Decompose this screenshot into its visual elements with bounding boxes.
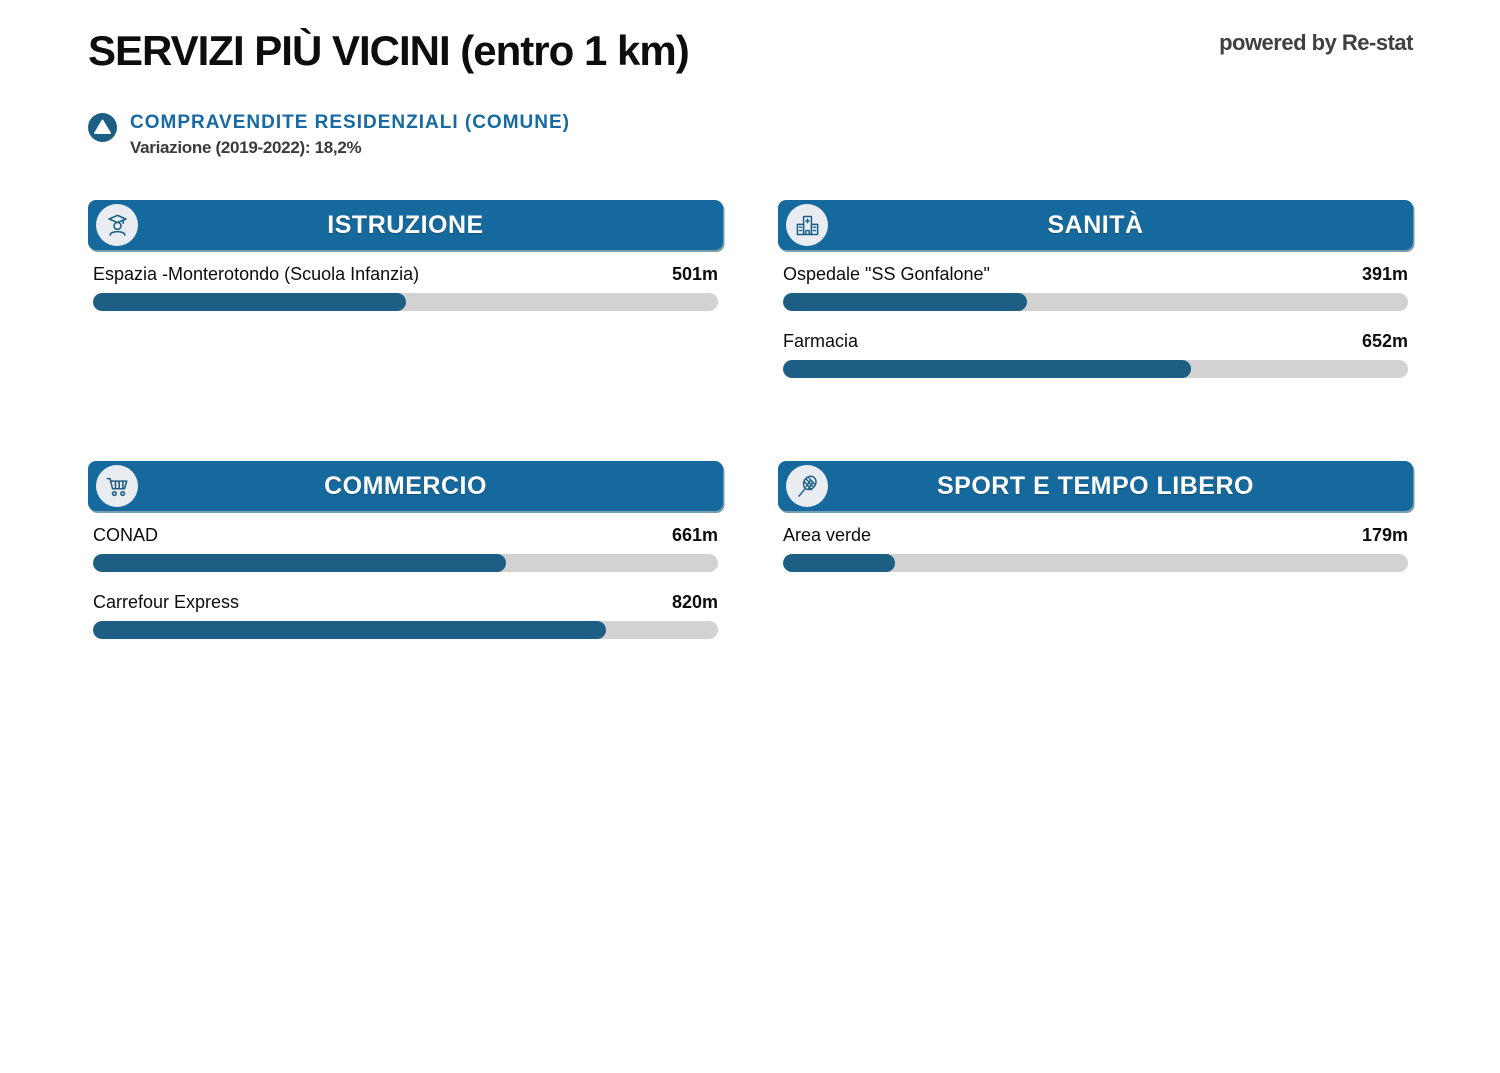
panel-commercio-body	[88, 525, 723, 639]
distance-bar	[783, 293, 1408, 311]
panel-sanita-title: SANITÀ	[1047, 210, 1144, 239]
panel-commercio	[88, 461, 723, 639]
service-distance: 501m	[671, 264, 718, 284]
distance-bar-fill	[93, 554, 506, 572]
distance-bar	[93, 293, 718, 311]
summary-text-block	[130, 111, 570, 158]
graduate-icon	[96, 204, 138, 246]
distance-bar-fill	[783, 554, 895, 572]
service-label: Area verde	[783, 525, 872, 545]
panel-sport-title: SPORT E TEMPO LIBERO	[937, 471, 1254, 500]
hospital-icon	[786, 204, 828, 246]
service-row	[783, 331, 1408, 378]
distance-bar-fill	[93, 293, 406, 311]
panel-istruzione-body	[88, 264, 723, 311]
service-row	[783, 264, 1408, 311]
service-distance: 652m	[1361, 331, 1408, 351]
panel-sanita	[778, 200, 1413, 378]
distance-bar-fill	[93, 621, 606, 639]
distance-bar	[93, 554, 718, 572]
distance-bar-fill	[783, 293, 1027, 311]
panel-sanita-header	[778, 200, 1413, 250]
service-distance: 391m	[1361, 264, 1408, 284]
service-label: Farmacia	[783, 331, 859, 351]
panel-istruzione	[88, 200, 723, 311]
service-label: Carrefour Express	[93, 592, 240, 612]
service-row	[93, 592, 718, 639]
cart-icon	[96, 465, 138, 507]
service-label: Ospedale "SS Gonfalone"	[783, 264, 990, 284]
service-panels-grid	[88, 200, 1413, 639]
service-row	[93, 264, 718, 311]
panel-sport	[778, 461, 1413, 572]
panel-commercio-title: COMMERCIO	[324, 471, 487, 500]
service-distance: 820m	[671, 592, 718, 612]
page-header	[0, 0, 1500, 76]
racket-icon	[786, 465, 828, 507]
distance-bar	[783, 360, 1408, 378]
sales-summary	[88, 111, 1412, 158]
triangle-up-icon	[88, 113, 117, 142]
panel-sport-header	[778, 461, 1413, 511]
page-title: SERVIZI PIÙ VICINI (entro 1 km)	[88, 27, 689, 74]
service-distance: 179m	[1361, 525, 1408, 545]
service-label: CONAD	[93, 525, 159, 545]
panel-sanita-body	[778, 264, 1413, 378]
panel-commercio-header	[88, 461, 723, 511]
panel-istruzione-header	[88, 200, 723, 250]
service-distance: 661m	[671, 525, 718, 545]
summary-variation: Variazione (2019-2022): 18,2%	[130, 138, 362, 157]
distance-bar	[93, 621, 718, 639]
distance-bar-fill	[783, 360, 1191, 378]
powered-by-credit: powered by Re-stat	[1219, 30, 1413, 55]
service-row	[783, 525, 1408, 572]
summary-label: COMPRAVENDITE RESIDENZIALI (COMUNE)	[130, 112, 570, 133]
distance-bar	[783, 554, 1408, 572]
panel-sport-body	[778, 525, 1413, 572]
service-label: Espazia -Monterotondo (Scuola Infanzia)	[93, 264, 420, 284]
service-row	[93, 525, 718, 572]
panel-istruzione-title: ISTRUZIONE	[327, 210, 484, 239]
